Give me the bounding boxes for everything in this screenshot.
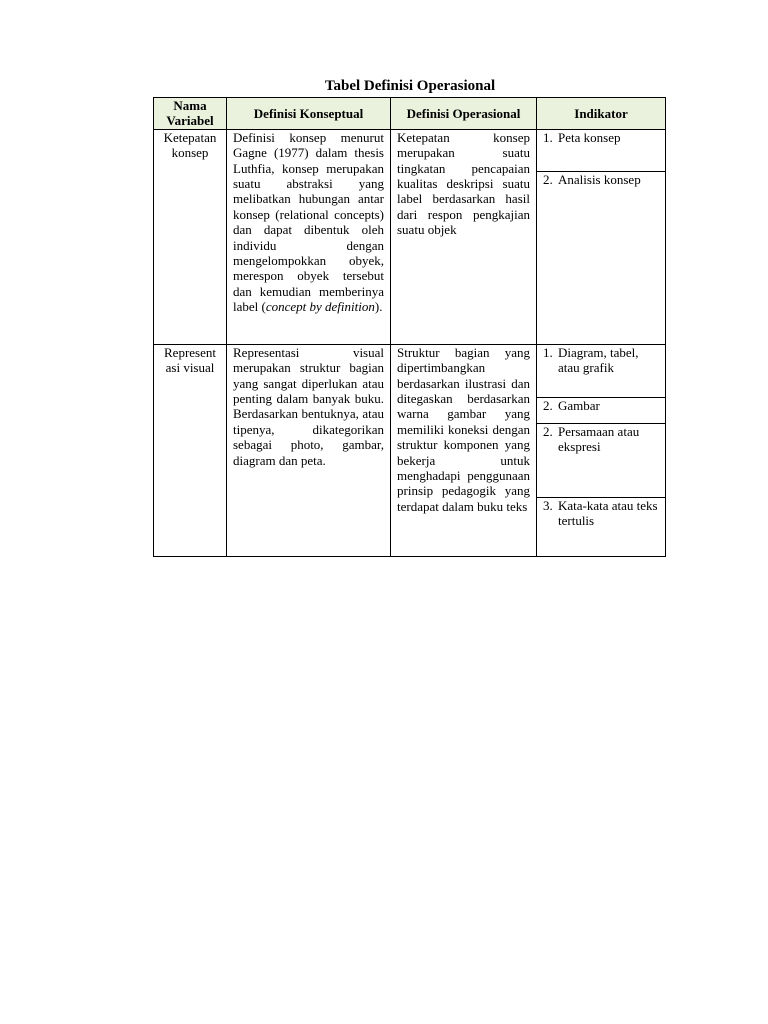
- variabel-name: Ketepatan konsep: [163, 129, 217, 161]
- header-indikator: Indikator: [537, 98, 666, 130]
- operasional-cell: [391, 344, 537, 556]
- indikator-cell: [537, 423, 666, 497]
- indikator-item: 2. Persamaan atau ekspresi: [543, 423, 640, 455]
- variabel-name: Represent asi visual: [164, 344, 216, 376]
- operasional-cell: [391, 129, 537, 344]
- table-row: [154, 129, 666, 171]
- indikator-item: 3. Kata-kata atau teks tertulis: [543, 497, 658, 529]
- operasional-text: Struktur bagian yang dipertimbangkan berdasarkan ilustrasi dan ditegaskan berdasarkan warna gambar yang memiliki koneksi dengan struktur komponen yang bekerja untuk menghadapi penggunaan prinsip pedagogik yang terdapat dalam buku teks: [397, 344, 530, 514]
- konseptual-text: Definisi konsep menurut Gagne (1977) dalam thesis Luthfia, konsep merupakan suatu abstraksi yang melibatkan hubungan antar konsep (relational concepts) dan dapat dibentuk oleh individu dengan mengelompokkan obyek, merespon obyek tersebut dan kemudian memberinya label (concept by definition).: [233, 129, 384, 315]
- header-definisi-konseptual: Definisi Konseptual: [227, 98, 391, 130]
- indikator-cell: [537, 344, 666, 397]
- indikator-cell: [537, 397, 666, 423]
- indikator-item: 2. Gambar: [543, 397, 600, 413]
- header-nama-variabel: Nama Variabel: [154, 98, 227, 130]
- table-title: Tabel Definisi Operasional: [324, 78, 496, 94]
- definition-table: [153, 97, 666, 557]
- indikator-cell: [537, 497, 666, 556]
- konseptual-cell: [227, 129, 391, 344]
- konseptual-italic: concept by definition: [265, 299, 375, 315]
- variabel-cell: [154, 129, 227, 344]
- header-row: [154, 98, 666, 130]
- indikator-item: 1. Peta konsep: [543, 129, 621, 145]
- indikator-item: 1. Diagram, tabel, atau grafik: [543, 344, 639, 376]
- konseptual-text: Representasi visual merupakan struktur bagian yang sangat diperlukan atau penting dalam banyak buku. Berdasarkan bentuknya, atau tipenya, dikategorikan sebagai photo, gambar, diagram dan peta.: [233, 344, 384, 468]
- indikator-cell: [537, 171, 666, 344]
- operasional-text: Ketepatan konsep merupakan suatu tingkatan pencapaian kualitas deskripsi suatu label berdasarkan hasil dari respon pengkajian suatu objek: [397, 129, 530, 238]
- variabel-cell: [154, 344, 227, 556]
- indikator-cell: [537, 129, 666, 171]
- indikator-item: 2. Analisis konsep: [543, 171, 641, 187]
- konseptual-cell: [227, 344, 391, 556]
- header-definisi-operasional: Definisi Operasional: [391, 98, 537, 130]
- table-row: [154, 344, 666, 397]
